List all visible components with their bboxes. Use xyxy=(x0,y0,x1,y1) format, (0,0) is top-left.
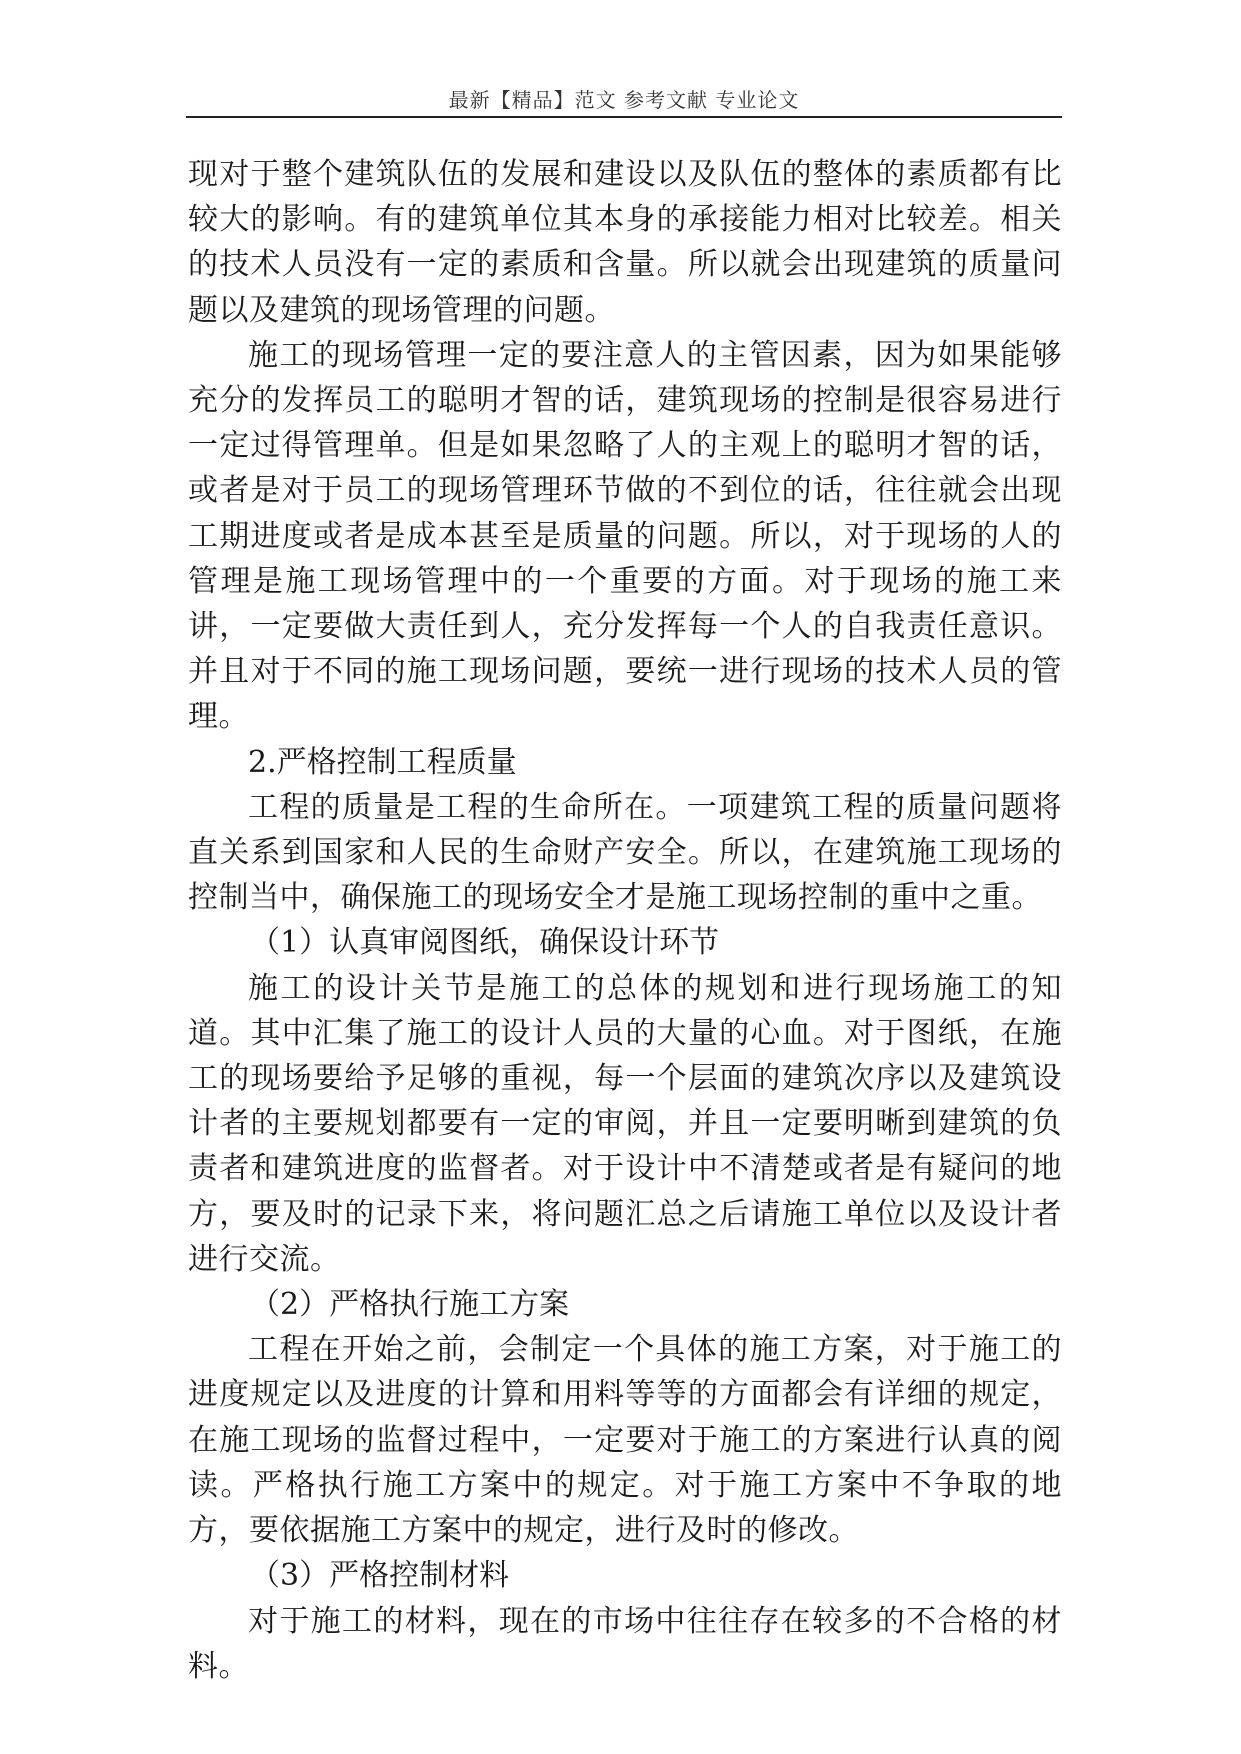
page-header: 最新【精品】范文 参考文献 专业论文 xyxy=(448,88,800,112)
paragraph-quality-intro: 工程的质量是工程的生命所在。一项建筑工程的质量问题将直关系到国家和人民的生命财产安全。所以，在建筑施工现场的控制当中，确保施工的现场安全才是施工现场控制的重中之重。 xyxy=(188,789,1062,916)
paragraph-site-management: 施工的现场管理一定的要注意人的主管因素，因为如果能够充分的发挥员工的聪明才智的话，建筑现场的控制是很容易进行一定过得管理单。但是如果忽略了人的主观上的聪明才智的话，或者是对于员工的现场管理环节做的不到位的话，往往就会出现工期进度或者是成本甚至是质量的问题。所以，对于现场的人的管理是施工现场管理中的一个重要的方面。对于现场的施工来讲，一定要做大责任到人，充分发挥每一个人的自我责任意识。并且对于不同的施工现场问题，要统一进行现场的技术人员的管理。 xyxy=(188,337,1062,735)
document-body xyxy=(188,152,1062,1689)
subheading-plan: （2）严格执行施工方案 xyxy=(250,1287,570,1323)
paragraph-materials: 对于施工的材料，现在的市场中往往存在较多的不合格的材料。 xyxy=(188,1603,1062,1684)
section-heading-quality: 2.严格控制工程质量 xyxy=(248,744,517,780)
subheading-drawings: （1）认真审阅图纸，确保设计环节 xyxy=(250,925,720,961)
paragraph-plan: 工程在开始之前，会制定一个具体的施工方案，对于施工的进度规定以及进度的计算和用料等等的方面都会有详细的规定，在施工现场的监督过程中，一定要对于施工的方案进行认真的阅读。严格执行施工方案中的规定。对于施工方案中不争取的地方，要依据施工方案中的规定，进行及时的修改。 xyxy=(188,1332,1062,1549)
paragraph-drawings: 施工的设计关节是施工的总体的规划和进行现场施工的知道。其中汇集了施工的设计人员的大量的心血。对于图纸，在施工的现场要给予足够的重视，每一个层面的建筑次序以及建筑设计者的主要规划都要有一定的审阅，并且一定要明晰到建筑的负责者和建筑进度的监督者。对于设计中不清楚或者是有疑问的地方，要及时的记录下来，将问题汇总之后请施工单位以及设计者进行交流。 xyxy=(188,970,1062,1277)
paragraph-continued: 现对于整个建筑队伍的发展和建设以及队伍的整体的素质都有比较大的影响。有的建筑单位其本身的承接能力相对比较差。相关的技术人员没有一定的素质和含量。所以就会出现建筑的质量问题以及建筑的现场管理的问题。 xyxy=(188,157,1062,328)
subheading-materials: （3）严格控制材料 xyxy=(250,1558,510,1594)
header-divider xyxy=(186,116,1062,118)
